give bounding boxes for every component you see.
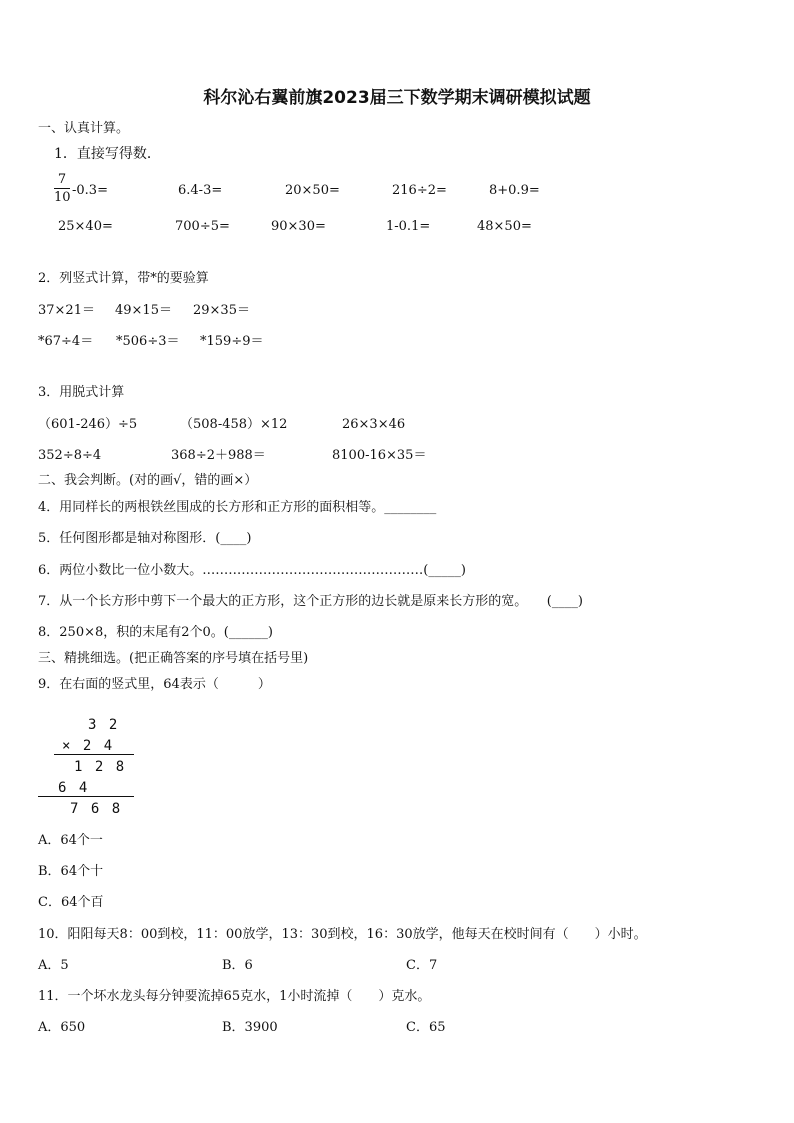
q2-item: 49×15＝ bbox=[115, 303, 172, 318]
q2-item: 37×21＝ bbox=[38, 303, 95, 318]
q3-item: 26×3×46 bbox=[342, 417, 406, 432]
vertical-line: 7 6 8 bbox=[70, 801, 123, 817]
q1-item: 25×40= bbox=[58, 219, 113, 234]
q1-item: 700÷5= bbox=[175, 219, 230, 234]
q1-item: 20×50= bbox=[285, 183, 340, 198]
judge-item: 7．从一个长方形中剪下一个最大的正方形，这个正方形的边长就是原来长方形的宽。 (____) bbox=[38, 594, 583, 609]
option: B．6 bbox=[222, 958, 253, 973]
option: C．64个百 bbox=[38, 895, 104, 910]
q2-item: *67÷4＝ bbox=[38, 334, 94, 349]
vertical-line: 1 2 8 bbox=[74, 759, 127, 775]
q2-label: 2．列竖式计算，带*的要验算 bbox=[38, 271, 209, 286]
q2-item: *159÷9＝ bbox=[200, 334, 264, 349]
q1-item: -0.3= bbox=[72, 183, 108, 198]
section-1-heading: 一、认真计算。 bbox=[38, 121, 130, 136]
vertical-line: × 2 4 bbox=[62, 738, 115, 754]
q3-item: 368÷2＋988＝ bbox=[171, 448, 266, 463]
q3-item: （508-458）×12 bbox=[180, 417, 288, 432]
vertical-line: 6 4 bbox=[58, 780, 90, 796]
judge-item: 6．两位小数比一位小数大。……………………………………………(_____) bbox=[38, 563, 466, 578]
section-2-heading: 二、我会判断。(对的画√，错的画×） bbox=[38, 473, 258, 488]
option: A．650 bbox=[38, 1020, 86, 1035]
option: C．65 bbox=[406, 1020, 446, 1035]
fraction-denominator: 10 bbox=[54, 190, 71, 205]
q1-item: 6.4-3= bbox=[178, 183, 223, 198]
q9-label: 9．在右面的竖式里，64表示（ ） bbox=[38, 677, 271, 692]
q1-item: 90×30= bbox=[271, 219, 326, 234]
q3-item: 352÷8÷4 bbox=[38, 448, 102, 463]
q2-item: *506÷3＝ bbox=[116, 334, 180, 349]
option: C．7 bbox=[406, 958, 438, 973]
judge-item: 8．250×8，积的末尾有2个0。(______) bbox=[38, 625, 273, 640]
q3-item: （601-246）÷5 bbox=[38, 417, 138, 432]
fraction-numerator: 7 bbox=[57, 172, 67, 187]
option: A．5 bbox=[38, 958, 69, 973]
vertical-rule bbox=[38, 796, 134, 797]
judge-item: 5．任何图形都是轴对称图形．(____) bbox=[38, 531, 252, 546]
page-title: 科尔沁右翼前旗2023届三下数学期末调研模拟试题 bbox=[203, 88, 591, 108]
vertical-rule bbox=[54, 754, 134, 755]
judge-item: 4．用同样长的两根铁丝围成的长方形和正方形的面积相等。________ bbox=[38, 500, 437, 515]
section-3-heading: 三、精挑细选。(把正确答案的序号填在括号里) bbox=[38, 651, 309, 666]
option: A．64个一 bbox=[38, 833, 103, 848]
q3-label: 3．用脱式计算 bbox=[38, 385, 125, 400]
q11-label: 11．一个坏水龙头每分钟要流掉65克水，1小时流掉（ ）克水。 bbox=[38, 989, 431, 1004]
q1-item: 216÷2= bbox=[392, 183, 447, 198]
q1-item: 8+0.9= bbox=[489, 183, 540, 198]
q10-label: 10．阳阳每天8：00到校，11：00放学，13：30到校，16：30放学，他每天在校时间有（ ）小时。 bbox=[38, 927, 647, 942]
fraction bbox=[54, 173, 70, 204]
vertical-line: 3 2 bbox=[88, 717, 120, 733]
q3-item: 8100-16×35＝ bbox=[332, 448, 427, 463]
q1-item: 48×50= bbox=[477, 219, 532, 234]
option: B．64个十 bbox=[38, 864, 104, 879]
q2-item: 29×35＝ bbox=[193, 303, 250, 318]
q1-item: 1-0.1= bbox=[386, 219, 431, 234]
q1-label: 1．直接写得数． bbox=[54, 146, 161, 162]
option: B．3900 bbox=[222, 1020, 278, 1035]
